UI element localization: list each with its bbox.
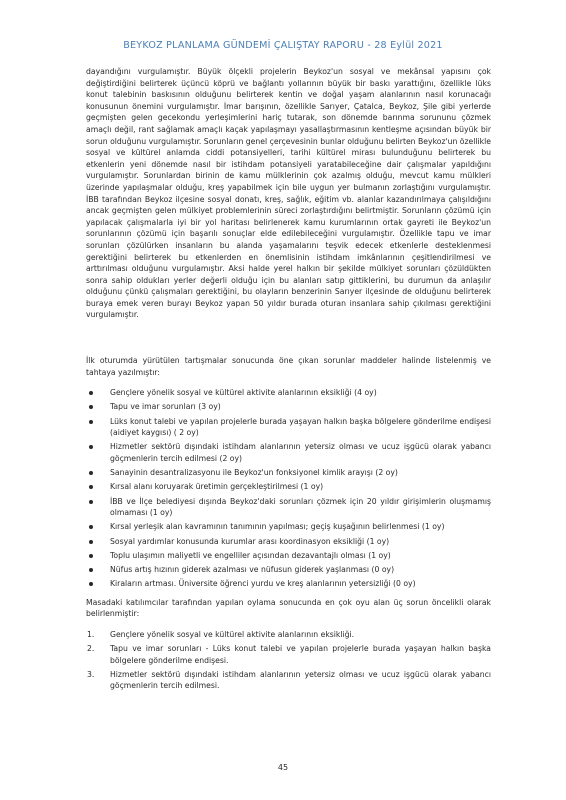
list-number: 3. [87,669,95,679]
list-number: 2. [87,644,95,654]
list-item: Lüks konut talebi ve yapılan projelerle burada yaşayan halkın başka bölgelere gönderilme endişesi (aidiyet kaygısı) ( 2 oy) [86,416,491,439]
list-item: Kırsal yerleşik alan kavramının tanımının yapılması; geçiş kuşağının belirlenmesi (1 oy) [86,521,491,533]
bullet-icon [89,540,93,544]
list-item: Tapu ve imar sorunları (3 oy) [86,401,491,413]
bullet-icon [89,568,93,572]
list-item: Nüfus artış hızının giderek azalması ve nüfusun giderek yaşlanması (0 oy) [86,564,491,576]
list-item: 2. Tapu ve imar sorunları - Lüks konut talebi ve yapılan projelerle burada yaşayan halkın başka bölgelere gönderilme endişesi. [87,644,491,665]
list-item: Toplu ulaşımın maliyetli ve engelliler açısından dezavantajlı olması (1 oy) [86,550,491,562]
list-item: Kiraların artması. Üniversite öğrenci yurdu ve kreş alanlarının yetersizliği (0 oy) [86,578,491,590]
list-item: 1. Gençlere yönelik sosyal ve kültürel aktivite alanlarının eksikliği. [87,629,355,639]
bullet-icon [89,420,93,424]
list-item: Sosyal yardımlar konusunda kurumlar arası koordinasyon eksikliği (1 oy) [86,536,491,548]
list-item: Kırsal alanı koruyarak üretimin gerçekleştirilmesi (1 oy) [86,481,491,493]
page-header: BEYKOZ PLANLAMA GÜNDEMİ ÇALIŞTAY RAPORU - 28 Eylül 2021 [123,40,443,51]
bullet-icon [89,525,93,529]
bullet-icon [89,405,93,409]
priorities-list [86,629,491,692]
bullet-icon [89,582,93,586]
priorities-intro-paragraph: Masadaki katılımcılar tarafından yapılan oylama sonucunda en çok oyu alan üç sorun öncelikli olarak belirlenmiştir: [86,597,491,619]
bullet-icon [89,500,93,504]
issues-list [86,387,491,589]
bullet-icon [89,485,93,489]
list-item: Sanayinin desantralizasyonu ile Beykoz'un fonksiyonel kimlik arayışı (2 oy) [86,467,491,479]
list-item: Hizmetler sektörü dışındaki istihdam alanlarının yetersiz olması ve ucuz işgücü olarak yabancı göçmenlerin tercih edilmesi (2 oy) [86,441,491,464]
bullet-icon [89,471,93,475]
bullet-icon [89,445,93,449]
list-item: Gençlere yönelik sosyal ve kültürel aktivite alanlarının eksikliği (4 oy) [86,387,491,399]
body-paragraph: dayandığını vurgulamıştır. Büyük ölçekli projelerin Beykoz'un sosyal ve mekânsal yapısını çok değiştirdiğini belirterek üçüncü köprü ve bağlantı yollarının büyük bir baskı yarattığını, özellikle lüks konut talebinin baskısının olduğunu belirterek kentin ve doğal yaşam alanlarının nasıl korunacağı konusunun önemini vurgulamıştır. İmar barışının, özellikle Sarıyer, Çatalca, Beykoz, Şile gibi yerlerde geçmişten gelen gecekondu yerleşimlerini hariç tutarak, son dönemde barınma sorununu çözmek amaçlı değil, rant sağlamak amaçlı kaçak yapılaşmayı yasallaştırmasının kentleşme açısından büyük bir sorun olduğunu vurgulamıştır. Sorunların genel çerçevesinin bunlar olduğunu belirten Beykoz'un özellikle sosyal ve kültürel anlamda ciddi potansiyelleri, tarihi kültürel mirası bulunduğunu belirterek bu etkenlerin yeni dönemde nasıl bir istihdam potansiyeli yaratabileceğine dair çalışmalar yapıldığını vurgulamıştır. Sorunlardan birinin de kamu mülklerinin çok azalmış olduğu, mevcut kamu mülkleri üzerinde yapılaşmalar olduğu, kreş yapabilmek için bile uygun yer bulmanın zorlaştığını vurgulamıştır. İBB tarafından Beykoz ilçesine sosyal donatı, kreş, sağlık, eğitim vb. alanlar kazandırılmaya çalışıldığını ancak geçmişten gelen mülkiyet problemlerinin süreci zorlaştırdığını belirtmiştir. Sorunların çözümü için yapılacak çalışmalarla iyi bir yol haritası belirlenerek kamu kurumlarının ortak gayreti ile Beykoz'un sorunlarının çözümü için başarılı sonuçlar elde edilebileceğini vurgulamıştır. Özellikle tapu ve imar sorunları çözülürken insanların bu alanda yaşamalarını teşvik edecek etkenlerle desteklenmesi gerektiğini belirterek bu etkenlerden en önemlisinin istihdam imkânlarının çeşitlendirilmesi ve arttırılması olduğunu vurgulamıştır. Aksi halde yerel halkın bir şekilde mülkiyet sorunları çözüldükten sonra sahip oldukları yerler değerli olduğu için bu alanları satıp gittiklerini, bu durumun da anlaşılır olduğunu çünkü çalışmaları gerektiğini, bu olayların benzerinin Sarıyer ilçesinde de olduğunu belirterek buraya emek veren burayı Beykoz yapan 50 yıldır burada oturan insanlara sahip çıkılması gerektiğini vurgulamıştır. [86,67,491,320]
list-number: 1. [87,629,95,639]
page-content [86,66,491,695]
page-number: 45 [277,763,289,772]
list-item: İBB ve İlçe belediyesi dışında Beykoz'daki sorunları çözmek için 20 yıldır girişimlerin oluşmamış olmaması (1 oy) [86,496,491,519]
issues-intro-paragraph: İlk oturumda yürütülen tartışmalar sonucunda öne çıkan sorunlar maddeler halinde listelenmiş ve tahtaya yazılmıştır: [86,356,491,377]
list-item: 3. Hizmetler sektörü dışındaki istihdam alanlarının yetersiz olması ve ucuz işgücü olarak yabancı göçmenlerin tercih edilmesi. [87,669,491,691]
bullet-icon [89,391,93,395]
bullet-icon [89,554,93,558]
